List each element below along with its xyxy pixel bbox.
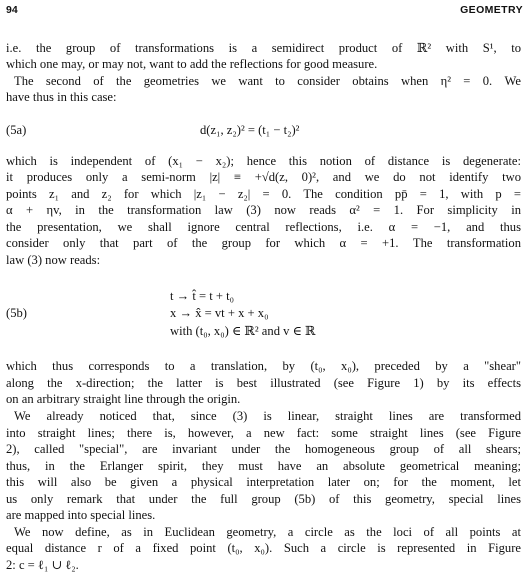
text-line: We now define, as in Euclidean geometry, a circle as the loci of all points at bbox=[14, 525, 521, 539]
text-line: on an arbitrary straight line through the origin. bbox=[6, 392, 241, 406]
equation-number-5b: (5b) bbox=[6, 306, 27, 320]
text-line: which thus corresponds to a translation, by (t₀, x₀), preceded by a "shear" bbox=[6, 359, 521, 373]
equation-5b-line-2: x → x̂ = vt + x + x₀ bbox=[170, 306, 269, 320]
text-line: thus, in the Erlanger spirit, they must have an absolute geometrical meaning; bbox=[6, 459, 521, 473]
text-line: 2: c = ℓ₁ ∪ ℓ₂. bbox=[6, 558, 79, 572]
running-title: GEOMETRY bbox=[460, 4, 523, 16]
text-line: i.e. the group of transformations is a semidirect product of ℝ² with S¹, to bbox=[6, 41, 521, 55]
text-line: equal distance r of a fixed point (t₀, x₀). Such a circle is represented in Figure bbox=[6, 541, 521, 555]
text-line: it produces only a semi-norm |z| ≡ +√d(z, 0)², and we do not identify two bbox=[6, 170, 521, 184]
text-line: have thus in this case: bbox=[6, 90, 117, 104]
equation-5a: d(z₁, z₂)² = (t₁ − t₂)² bbox=[200, 123, 300, 137]
text-line: 2), called "special", are invariant under the homogeneous group of all shears; bbox=[6, 442, 521, 456]
text-line: α + ηv, in the transformation law (3) now reads α² = 1. For simplicity in bbox=[6, 203, 521, 217]
running-header bbox=[6, 4, 523, 18]
text-line: the presentation, we shall ignore central reflections, i.e. α = −1, and thus bbox=[6, 220, 521, 234]
text-line: are mapped into special lines. bbox=[6, 508, 156, 522]
text-line: this will also be given a physical interpretation later on; for the moment, let bbox=[6, 475, 521, 489]
text-line: law (3) now reads: bbox=[6, 253, 101, 267]
text-line: consider only that part of the group for which α = +1. The transformation bbox=[6, 236, 521, 250]
text-line: The second of the geometries we want to consider obtains when η² = 0. We bbox=[14, 74, 521, 88]
text-line: points z₁ and z₂ for which |z₁ − z₂| = 0. The condition pp̄ = 1, with p = bbox=[6, 187, 521, 201]
text-line: We already noticed that, since (3) is linear, straight lines are transformed bbox=[14, 409, 521, 423]
text-line: which one may, or may not, want to add the reflections for good measure. bbox=[6, 57, 378, 71]
page-number: 94 bbox=[6, 4, 18, 16]
text-line: us only remark that under the full group (5b) of this geometry, special lines bbox=[6, 492, 521, 506]
equation-number-5a: (5a) bbox=[6, 123, 27, 137]
text-line: which is independent of (x₁ − x₂); hence this notion of distance is degenerate: bbox=[6, 154, 521, 168]
equation-5b-line-1: t → t̂ = t + t₀ bbox=[170, 289, 235, 303]
equation-5b-line-3: with (t₀, x₀) ∈ ℝ² and v ∈ ℝ bbox=[170, 324, 316, 338]
text-line: along the x-direction; the latter is best illustrated (see Figure 1) by its effects bbox=[6, 376, 521, 390]
text-line: into straight lines; there is, however, a new fact: some straight lines (see Figure bbox=[6, 426, 521, 440]
